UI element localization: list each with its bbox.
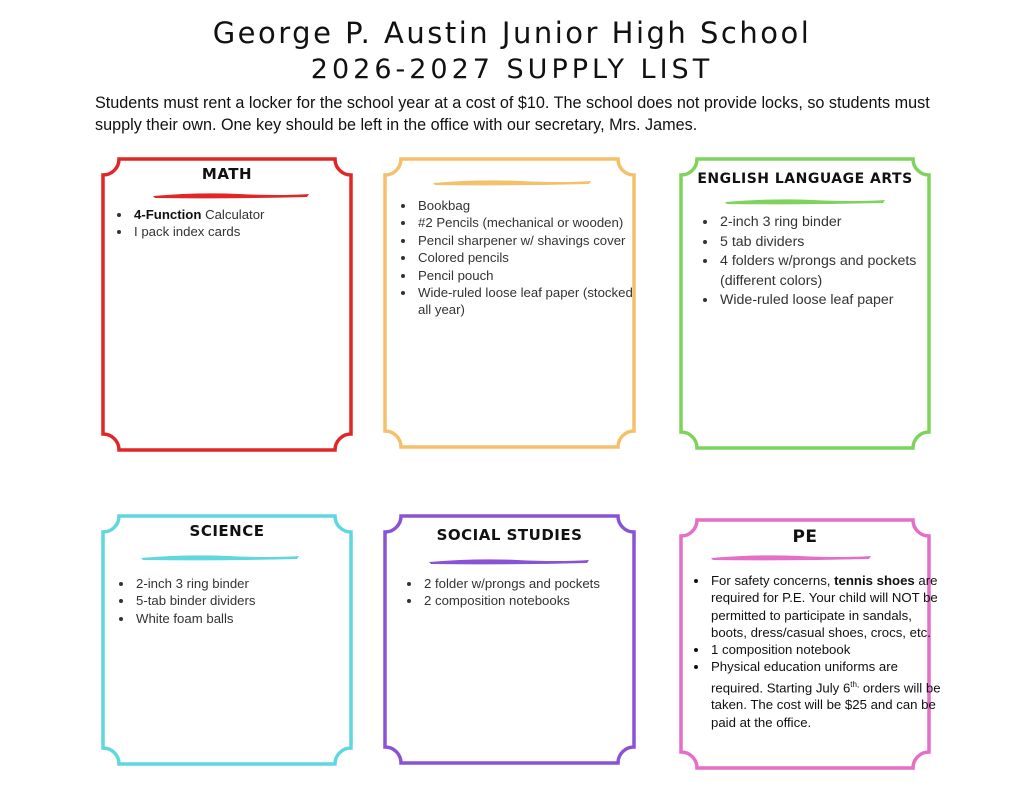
- ela-list: [701, 213, 943, 311]
- general-underline-stroke: [431, 177, 593, 187]
- list-item: • Bookbag: [416, 197, 648, 214]
- math-card-frame: [101, 157, 353, 452]
- list-item: • 1 composition notebook: [709, 641, 941, 658]
- list-item: • Colored pencils: [416, 249, 648, 266]
- list-item: • 2 composition notebooks: [422, 592, 647, 609]
- social-studies-list: [405, 575, 647, 610]
- list-item: • Wide-ruled loose leaf paper (stocked all year): [416, 284, 648, 319]
- social-studies-card: [383, 514, 636, 765]
- list-item: • Pencil sharpener w/ shavings cover: [416, 232, 648, 249]
- list-item: • Pencil pouch: [416, 267, 648, 284]
- general-list: [399, 197, 648, 319]
- list-item: • I pack index cards: [132, 223, 357, 240]
- list-item: • 5 tab dividers: [718, 233, 943, 253]
- list-item: • 5-tab binder dividers: [134, 592, 359, 609]
- general-supplies-card: [383, 157, 636, 449]
- science-card-title: SCIENCE: [189, 522, 265, 540]
- ela-underline-stroke: [723, 196, 887, 206]
- ela-card-title: ENGLISH LANGUAGE ARTS: [697, 171, 913, 187]
- math-card: [101, 157, 353, 452]
- list-item: • 4 folders w/prongs and pockets (different colors): [718, 252, 943, 291]
- social-card-frame: [383, 514, 636, 765]
- social-underline-stroke: [427, 556, 591, 566]
- social-studies-card-title: SOCIAL STUDIES: [436, 526, 583, 544]
- science-underline-stroke: [139, 552, 301, 562]
- ela-card: [679, 157, 931, 450]
- math-list: [115, 206, 357, 241]
- math-underline-stroke: [151, 190, 311, 200]
- list-item: • 2 folder w/prongs and pockets: [422, 575, 647, 592]
- list-item: • 2-inch 3 ring binder: [718, 213, 943, 233]
- pe-underline-stroke: [709, 552, 873, 562]
- list-item: • Wide-ruled loose leaf paper: [718, 291, 943, 311]
- pe-card-title: PE: [792, 527, 818, 547]
- list-item: • 2-inch 3 ring binder: [134, 575, 359, 592]
- locker-notice: Students must rent a locker for the school year at a cost of $10. The school does not provide locks, so students must supply their own. One key should be left in the office with our secretary, Mrs. James.: [95, 94, 930, 134]
- pe-list: [692, 572, 941, 731]
- list-item: • #2 Pencils (mechanical or wooden): [416, 214, 648, 231]
- list-item: • For safety concerns, tennis shoes are required for P.E. Your child will NOT be permitted to participate in sandals, boots, dress/casual shoes, crocs, etc.: [709, 572, 941, 641]
- list-item: • 4-Function Calculator: [132, 206, 357, 223]
- pe-card: [679, 518, 941, 770]
- math-card-title: MATH: [201, 165, 253, 183]
- science-card: [101, 514, 353, 766]
- list-item: • Physical education uniforms are required. Starting July $6^{th,}$ orders will be taken. The cost will be $25 and can be paid at the office.: [709, 658, 941, 731]
- school-name: George P. Austin Junior High School: [212, 16, 812, 50]
- science-list: [117, 575, 359, 627]
- supply-list-title: 2026-2027 SUPPLY LIST: [310, 54, 714, 85]
- list-item: • White foam balls: [134, 610, 359, 627]
